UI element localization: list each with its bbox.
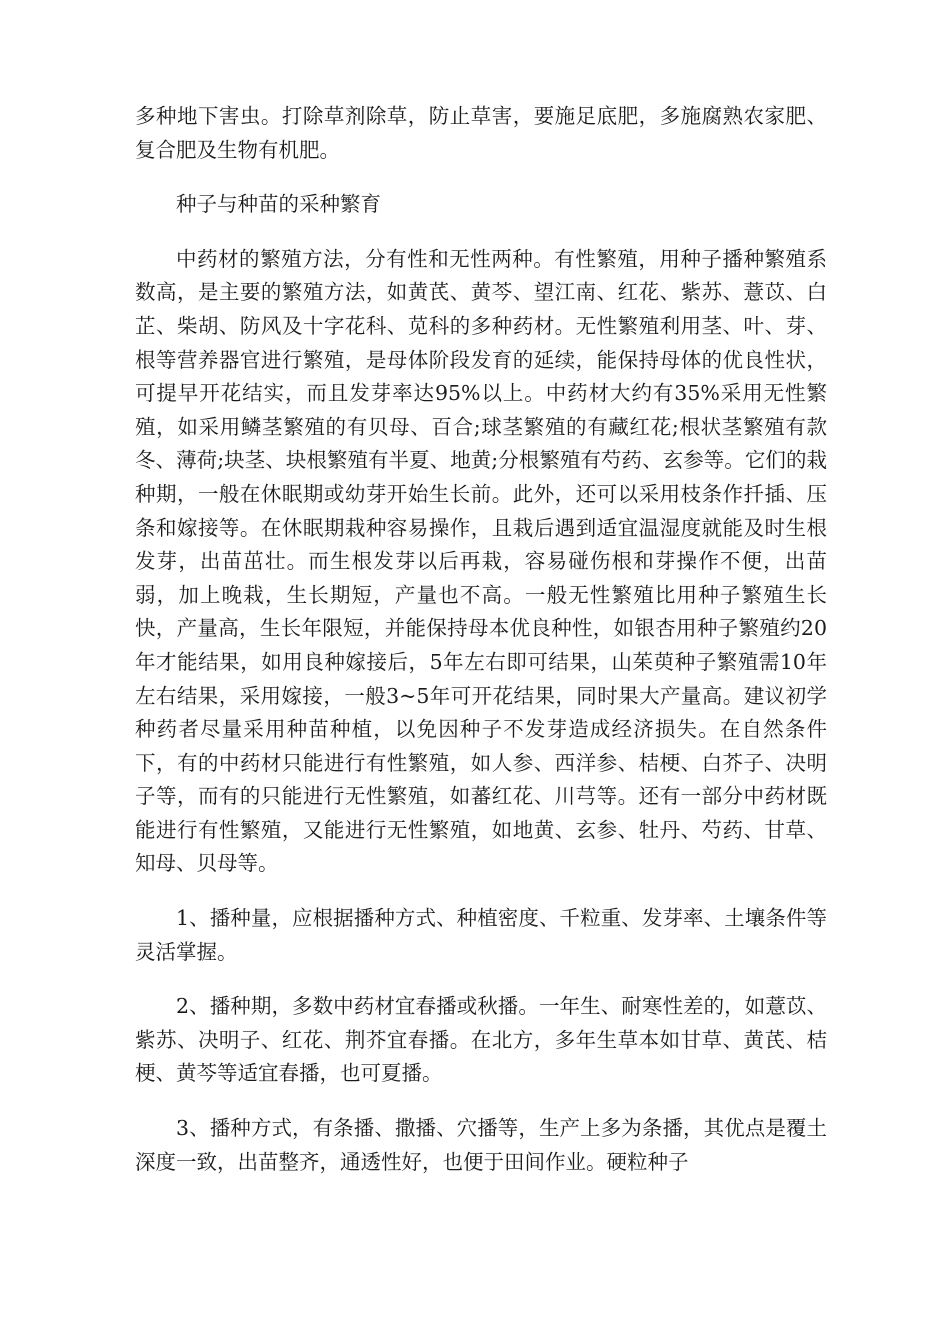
document-body	[135, 100, 827, 1200]
paragraph-seeding-amount: 1、播种量，应根据播种方式、种植密度、千粒重、发芽率、土壤条件等灵活掌握。	[135, 906, 827, 964]
paragraph-seeding-period: 2、播种期，多数中药材宜春播或秋播。一年生、耐寒性差的，如薏苡、紫苏、决明子、红花、荆芥宜春播。在北方，多年生草本如甘草、黄芪、桔梗、黄芩等适宜春播，也可夏播。	[135, 994, 827, 1086]
paragraph-continuation: 多种地下害虫。打除草剂除草，防止草害，要施足底肥，多施腐熟农家肥、复合肥及生物有机肥。	[135, 104, 827, 162]
section-heading: 种子与种苗的采种繁育	[176, 192, 381, 217]
paragraph-seeding-method: 3、播种方式，有条播、撒播、穴播等，生产上多为条播，其优点是覆土深度一致，出苗整齐，通透性好，也便于田间作业。硬粒种子	[135, 1116, 827, 1174]
paragraph-propagation-methods: 中药材的繁殖方法，分有性和无性两种。有性繁殖，用种子播种繁殖系数高，是主要的繁殖方法，如黄芪、黄芩、望江南、红花、紫苏、薏苡、白芷、柴胡、防风及十字花科、苋科的多种药材。无性繁殖利用茎、叶、芽、根等营养器官进行繁殖，是母体阶段发育的延续，能保持母体的优良性状，可提早开花结实，而且发芽率达95%以上。中药材大约有35%采用无性繁殖，如采用鳞茎繁殖的有贝母、百合;球茎繁殖的有藏红花;根状茎繁殖有款冬、薄荷;块茎、块根繁殖有半夏、地黄;分根繁殖有芍药、玄参等。它们的栽种期，一般在休眠期或幼芽开始生长前。此外，还可以采用枝条作扦插、压条和嫁接等。在休眠期栽种容易操作，且栽后遇到适宜温湿度就能及时生根发芽，出苗茁壮。而生根发芽以后再栽，容易碰伤根和芽操作不便，出苗弱，加上晚栽，生长期短，产量也不高。一般无性繁殖比用种子繁殖生长快，产量高，生长年限短，并能保持母本优良种性，如银杏用种子繁殖约20年才能结果，如用良种嫁接后，5年左右即可结果，山茱萸种子繁殖需10年左右结果，采用嫁接，一般3~5年可开花结果，同时果大产量高。建议初学种药者尽量采用种苗种植，以免因种子不发芽造成经济损失。在自然条件下，有的中药材只能进行有性繁殖，如人参、西洋参、桔梗、白芥子、决明子等，而有的只能进行无性繁殖，如蕃红花、川芎等。还有一部分中药材既能进行有性繁殖，又能进行无性繁殖，如地黄、玄参、牡丹、芍药、甘草、知母、贝母等。	[135, 246, 827, 876]
